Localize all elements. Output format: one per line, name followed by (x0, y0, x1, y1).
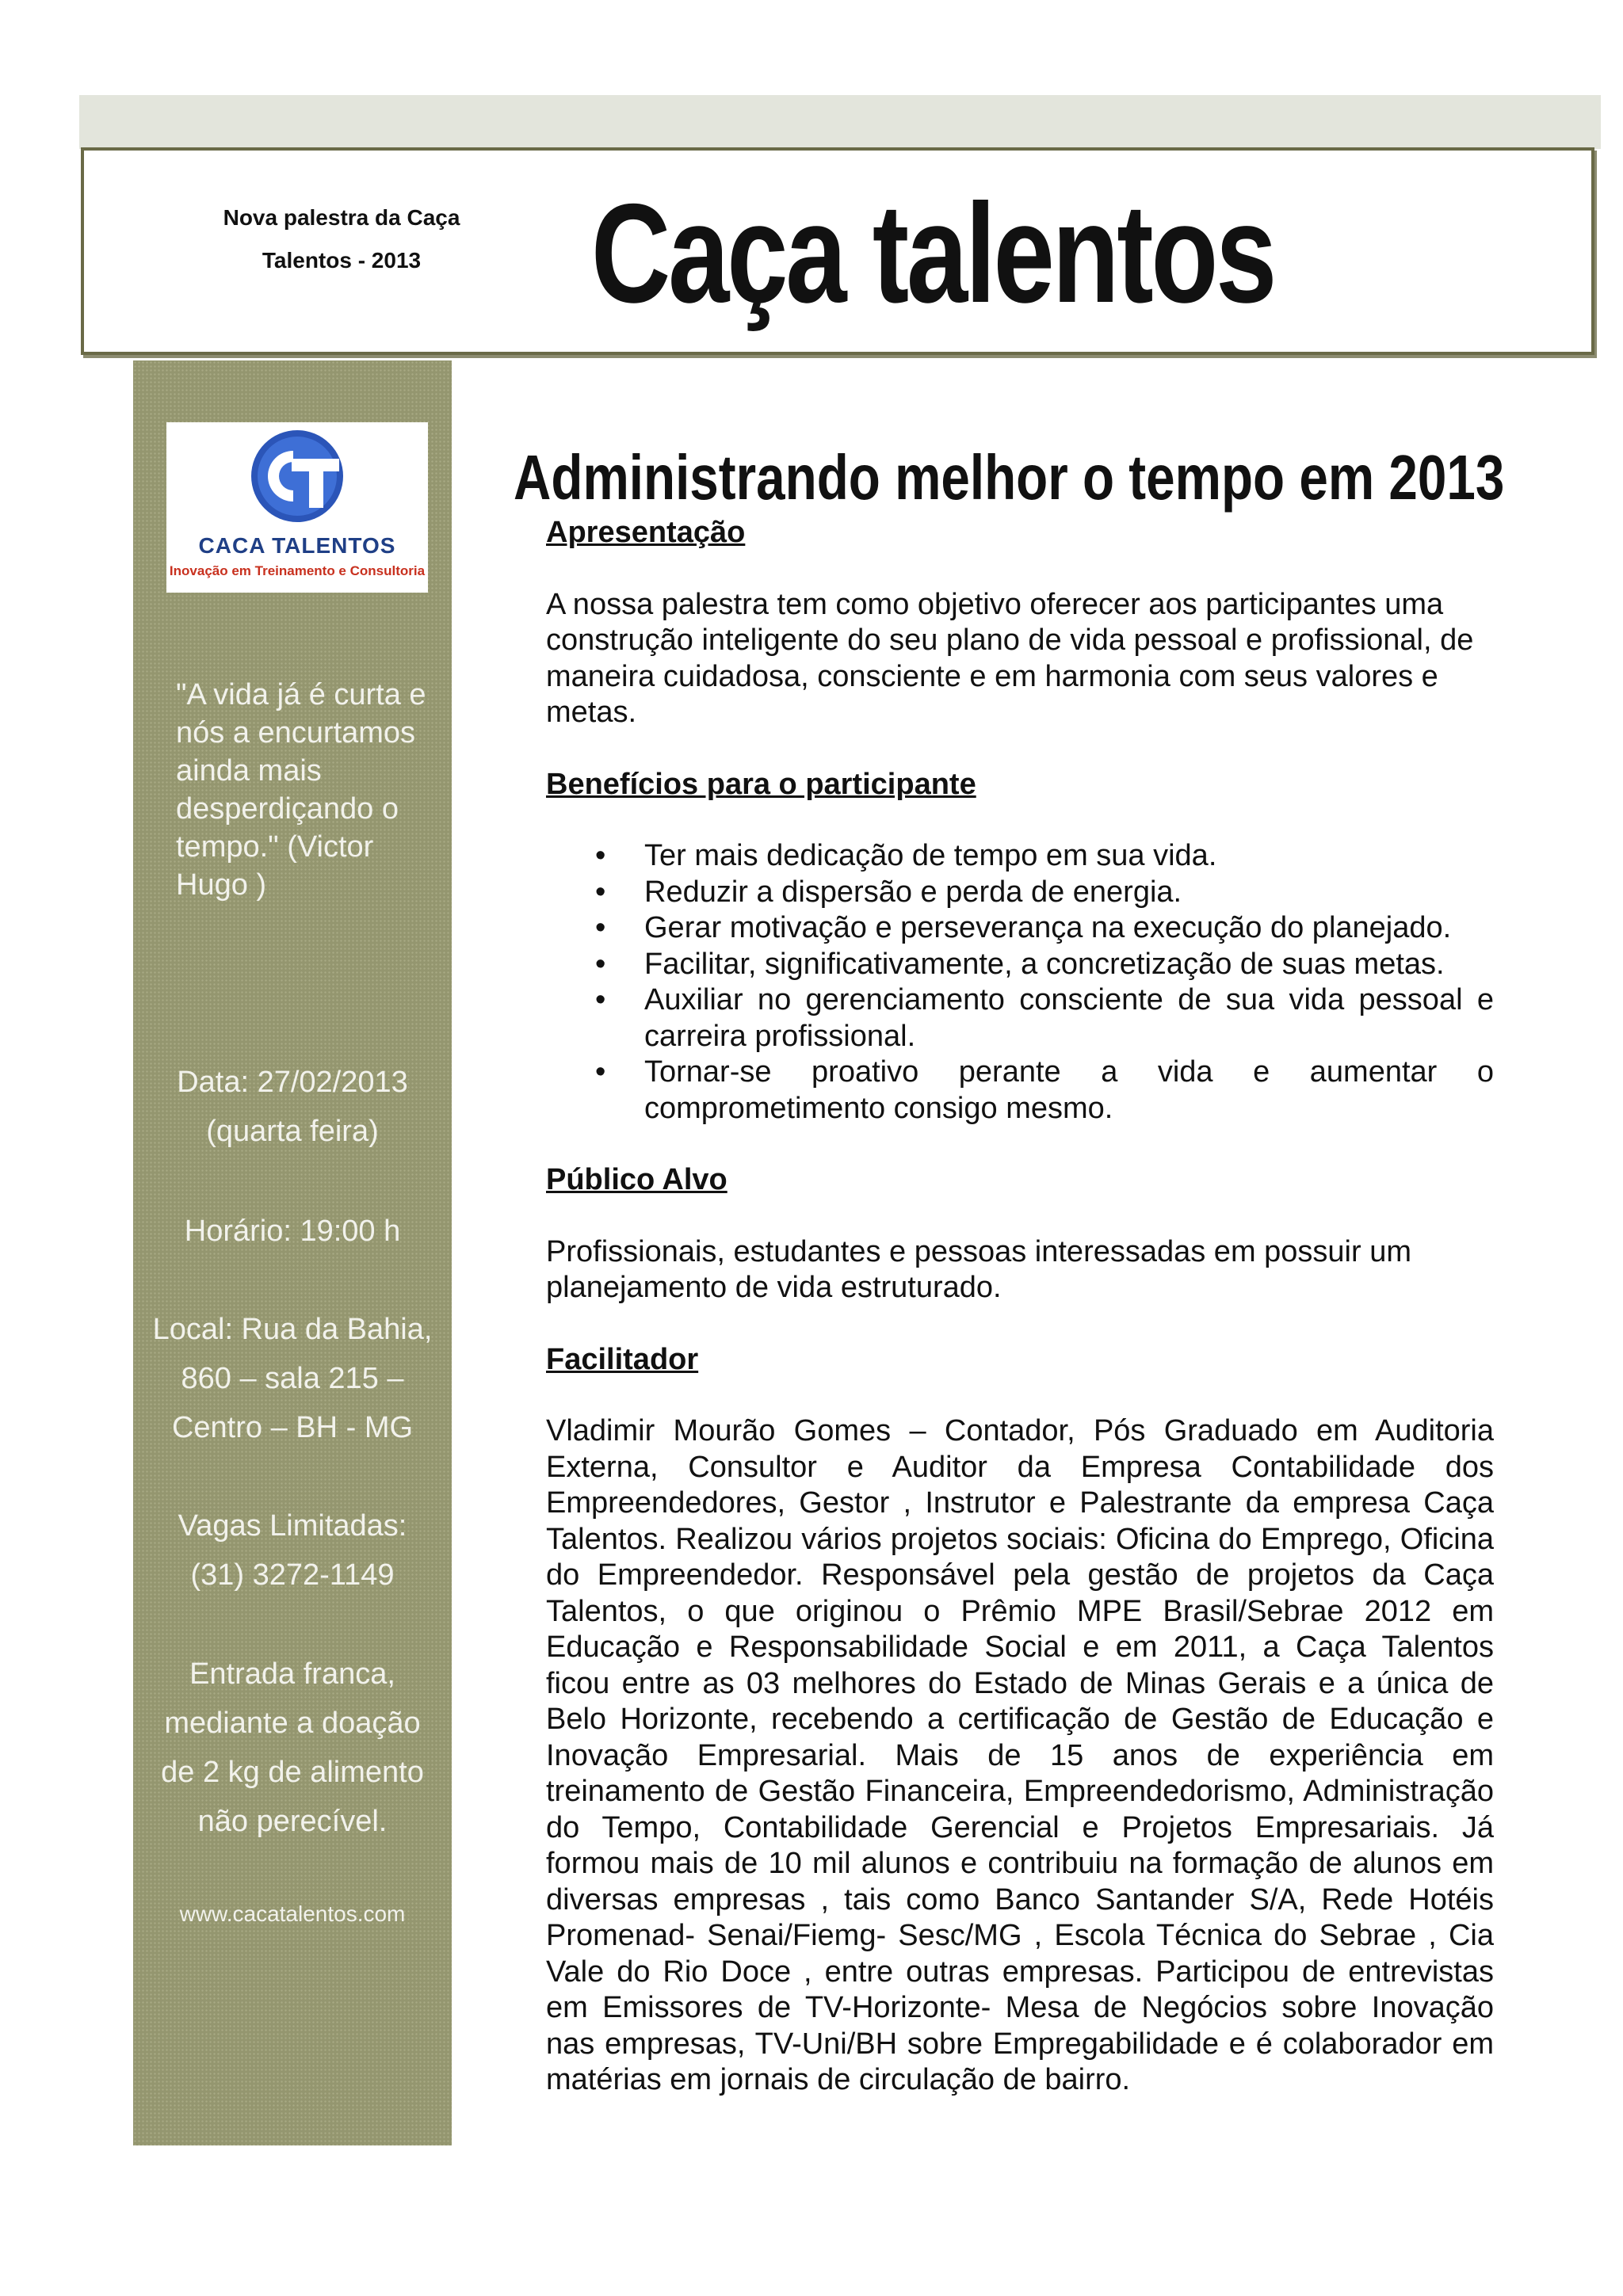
list-item: • Facilitar, significativamente, a concretização de suas metas. (546, 947, 1494, 983)
publico-heading: Público Alvo (546, 1163, 727, 1196)
date-line2: (quarta feira) (206, 1115, 379, 1148)
apresentacao-heading: Apresentação (546, 516, 746, 549)
entrada-line3: de 2 kg de alimento (161, 1756, 424, 1789)
date-line1: Data: 27/02/2013 (177, 1066, 408, 1099)
header-subtitle (203, 196, 480, 282)
local-line3: Centro – BH - MG (171, 1411, 414, 1444)
local-line1: Local: Rua da Bahia, (152, 1313, 433, 1346)
header-subtitle-line2: Talentos - 2013 (262, 248, 422, 273)
entrada-line2: mediante a doação (164, 1707, 421, 1740)
website-link[interactable]: www.cacatalentos.com (179, 1901, 406, 1926)
event-local (133, 1305, 452, 1452)
logo-tagline: Inovação em Treinamento e Consultoria (169, 563, 426, 578)
vagas-line1: Vagas Limitadas: (178, 1509, 407, 1543)
company-logo (166, 422, 428, 593)
vagas-line2: (31) 3272-1149 (190, 1558, 395, 1592)
ct-logo-icon (238, 427, 357, 530)
beneficios-heading: Benefícios para o participante (546, 767, 976, 801)
publico-text: Profissionais, estudantes e pessoas interessadas em possuir um planejamento de vida estruturado. (546, 1234, 1411, 1304)
list-item: • Auxiliar no gerenciamento consciente de sua vida pessoal e carreira profissional. (546, 982, 1494, 1055)
top-band (79, 95, 1601, 149)
local-line2: 860 – sala 215 – (181, 1362, 404, 1395)
list-item: • Reduzir a dispersão e perda de energia. (546, 875, 1494, 911)
facilitador-text: Vladimir Mourão Gomes – Contador, Pós Graduado em Auditoria Externa, Consultor e Auditor da Empresa Contabilidade dos Empreendedores, Gestor , Instrutor e Palestrante da empresa Caça Talentos. Realizou vários projetos sociais: Oficina do Emprego, Oficina do Empreendedor. Responsável pela gestão de projetos da Caça Talentos, o que originou o Prêmio MPE Brasil/Sebrae 2012 em Educação e Responsabilidade Social e em 2011, a Caça Talentos ficou entre as 03 melhores do Estado de Minas Gerais e a única de Belo Horizonte, recebendo a certificação de Gestão de Educação e Inovação Empresarial. Mais de 15 anos de experiência em treinamento de Gestão Financeira, Empreendedorismo, Administração do Tempo, Contabilidade Gerencial e Projetos Empresariais. Já formou mais de 10 mil alunos e contribuiu na formação de alunos em diversas empresas , tais como Banco Santander S/A, Rede Hotéis Promenad- Senai/Fiemg- Sesc/MG , Escola Técnica do Sebrae , Cia Vale do Rio Doce , entre outras empresas. Participou de entrevistas em Emissores de TV-Horizonte- Mesa de Negócios sobre Inovação nas empresas, TV-Uni/BH sobre Empregabilidade e é colaborador em matérias em jornais de circulação de bairro. (546, 1414, 1494, 2096)
event-date (133, 1058, 452, 1156)
entrada-line4: não perecível. (197, 1805, 388, 1838)
vagas (133, 1501, 452, 1600)
list-item: • Ter mais dedicação de tempo em sua vida. (546, 838, 1494, 875)
logo-brand: CACA TALENTOS (198, 533, 396, 558)
header-box (81, 147, 1594, 355)
entrada-line1: Entrada franca, (189, 1657, 395, 1691)
event-time: Horário: 19:00 h (184, 1215, 401, 1248)
newsletter-title: Caça talentos (591, 174, 1275, 332)
header-subtitle-line1: Nova palestra da Caça (223, 205, 460, 230)
quote: "A vida já é curta e nós a encurtamos ainda mais desperdiçando o tempo." (Victor Hugo ) (176, 678, 426, 902)
apresentacao-text: A nossa palestra tem como objetivo oferecer aos participantes uma construção inteligente do seu plano de vida pessoal e profissional, de maneira cuidadosa, consciente e em harmonia com seus valores e metas. (546, 587, 1474, 729)
list-item: • Gerar motivação e perseverança na execução do planejado. (546, 910, 1494, 947)
article-body (546, 515, 1494, 2099)
beneficios-list (546, 838, 1494, 1127)
facilitador-heading: Facilitador (546, 1342, 699, 1376)
article-title: Administrando melhor o tempo em 2013 (514, 442, 1505, 513)
entrada (133, 1650, 452, 1846)
sidebar (133, 360, 452, 2145)
list-item: • Tornar-se proativo perante a vida e aumentar o comprometimento consigo mesmo. (546, 1055, 1494, 1127)
